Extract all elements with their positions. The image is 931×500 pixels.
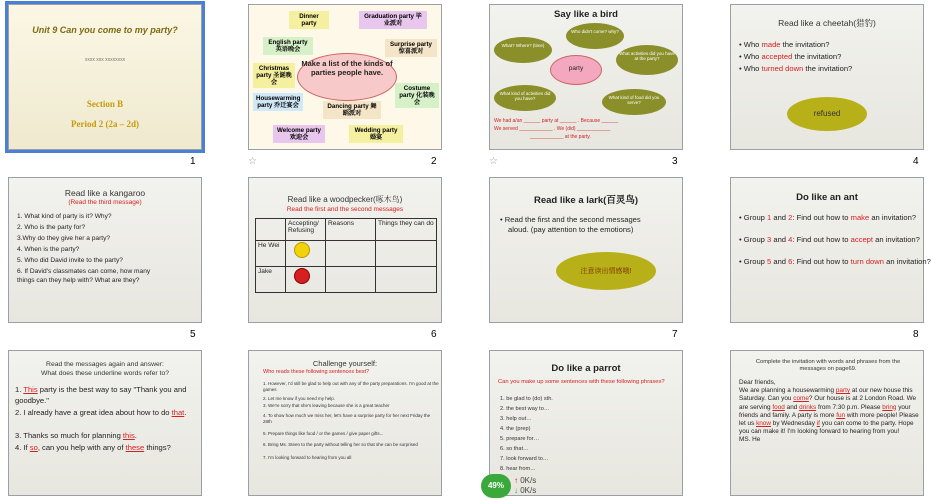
fill-line: We served ____________ . We (did) ____________ [494,126,611,132]
slide-title: Do like a parrot [551,363,621,374]
table-cell [376,241,437,267]
invitation-letter: Dear friends, We are planning a housewarming party at our new house this Saturday. Can you come? Our house is at 2 London Road. We are serving food and drinks from 7:30 p.m. Please bring your friends and family. A party is more fun with more people! Please let us know by Wednesday if you can come to the party. Hope you can make it! I'm looking forward to hearing from you! MS. He [739,379,919,444]
table-header [256,219,286,241]
slide-title: Say like a bird [554,9,618,20]
slide-title: Read the messages again and answer: [46,361,164,368]
party-label: Housewarming party 乔迁宴会 [253,93,303,111]
slide-number: 3 [672,156,678,167]
slide-subtitle: Who reads these following sentences best? [263,369,370,375]
sentence: 6. Bring Ms. Steen to the party without telling her so that she can be surprised [263,442,418,447]
reading-table [255,218,437,293]
question: 6. If David's classmates can come, how many [17,268,151,275]
party-label: Costume party 化装晚会 [395,83,439,108]
sentence: 7. I'm looking forward to hearing from you all [263,455,352,460]
table-cell [326,267,376,293]
slide-thumbnail-8[interactable] [730,177,931,323]
question: 5. Who did David invite to the party? [17,257,123,264]
slide-subtitle: Read the first and the second messages [286,206,404,213]
slide-title: Read like a kangaroo [64,188,146,198]
slide-thumbnail-3[interactable] [489,4,683,150]
slide-thumbnail-1[interactable] [8,4,202,150]
slide-thumbnail-4[interactable] [730,4,924,150]
bullet-item: • Who turned down the invitation? [739,64,853,73]
bubble-text: What? Where? (time) [501,43,545,48]
sentence: 5. Prepare things like food / or the games / give paper gifts... [263,431,384,436]
bullet-item: • Read the first and the second messages [500,215,641,224]
bubble-text: What kind of activities did you have? [499,91,551,101]
bubble [494,37,552,63]
table-header: Things they can do [376,219,437,241]
slide-thumbnail-7[interactable] [489,177,683,323]
slide-thumbnail-9[interactable] [8,350,202,496]
star-icon[interactable]: ☆ [489,156,498,167]
phrase: 4. the (prep) [500,426,531,432]
party-label: Graduation party 毕业派对 [359,11,427,29]
row-label: Jake [256,267,286,293]
slide-number: 4 [913,156,919,167]
party-label: Wedding party 婚宴 [349,125,403,143]
bubble-text: What activities did you have at the party? [619,51,675,61]
question: 1. What kind of party is it? Why? [17,213,112,220]
question: 3.Why do they give her a party? [17,235,111,242]
fill-line: ____________ at the party. [530,134,591,140]
section-label: Section B [86,99,124,109]
question: 4. When is the party? [17,246,80,253]
slide-thumbnail-10[interactable] [248,350,442,496]
center-text: party [568,65,584,72]
table-cell [326,241,376,267]
bubble-text: 注意读出情感哦! [580,268,632,275]
slide-number: 1 [190,156,196,167]
slide-title: Complete the invitation with words and phrases from the messages on page69. [755,359,901,372]
sentence: 4. To show how much we miss her, let's have a surprise party for her next Friday the 28th [263,413,431,424]
party-label: Dinner party [289,11,329,29]
party-label: Welcome party 欢迎会 [273,125,325,143]
sentence: 1. However, I'd still be glad to help out with any of the party preparations. I'm good at the games [263,381,439,392]
party-label: Christmas party 圣诞晚会 [253,63,295,88]
download-speed: ↓ 0K/s [514,486,537,495]
happy-face-icon [294,242,310,258]
bullet-item: • Who accepted the invitation? [739,52,842,61]
phrase: 7. look forward to… [500,456,549,462]
party-label: Surprise party 惊喜派对 [385,39,437,57]
sentence: 2. Let me know if you need my help. [263,396,336,401]
bullet-item: • Group 1 and 2: Find out how to make an invitation? [739,213,917,222]
slide-subtitle: xxxx xxx xxxxxxxx [84,57,126,63]
slide-thumbnail-11[interactable] [489,350,683,496]
table-cell [286,267,326,293]
bullet-item: • Group 5 and 6: Find out how to turn down an invitation? [739,257,931,266]
slide-title: Read like a woodpecker(啄木鸟) [287,195,403,204]
slide-subtitle: What does these underline words refer to? [40,370,170,377]
network-percent-badge[interactable]: 49% [481,474,511,498]
slide-number: 6 [431,329,437,340]
bullet-item: 3. Thanks so much for planning this. [15,431,137,440]
phrase: 1. be glad to (do) sth. [500,396,553,402]
slide-subtitle: Can you make up some sentences with these following phrases? [498,379,665,385]
bullet-item: • Who made the invitation? [739,40,830,49]
bullet-item: • Group 3 and 4: Find out how to accept an invitation? [739,235,920,244]
sentence: 3. We're sorry that she's leaving because she is a great teacher [263,403,390,408]
question: 2. Who is the party for? [17,224,86,231]
slide-thumbnail-6[interactable] [248,177,442,323]
period-label: Period 2 (2a – 2d) [71,119,139,129]
table-header: Reasons [326,219,376,241]
slide-number: 5 [190,329,196,340]
slide-title: Challenge yourself: [312,359,378,368]
bullet-item: 2. I already have a great idea about how to do that. [15,408,187,417]
phrase: 6. so that… [500,446,529,452]
party-label: English party 英语晚会 [263,37,313,55]
slide-title: Do like an ant [796,192,858,203]
network-speed [514,476,536,496]
fill-line: We had a/an ______ party at ______ . Because ______ [494,118,619,124]
phrase: 3. help out… [500,416,532,422]
bullet-item: 1. This party is the best way to say "Thank you and goodbye." [15,385,187,405]
slide-subtitle: (Read the third message) [68,199,142,206]
upload-speed: ↑ 0K/s [514,476,537,485]
phrase: 2. the best way to… [500,406,550,412]
center-text: Make a list of the kinds of parties people have. [301,59,393,77]
slide-number: 8 [913,329,919,340]
table-header: Accepting/ Refusing [286,219,326,241]
bubble-text: refused [813,109,841,118]
slide-number: 7 [672,329,678,340]
question: things can they help with? What are they? [17,277,140,284]
bullet-item: aloud. (pay attention to the emotions) [508,225,634,234]
bullet-item: 4. If so, can you help with any of these things? [15,443,171,452]
phrase: 5. prepare for… [500,436,540,442]
slide-thumbnail-2[interactable] [248,4,442,150]
party-label: Dancing party 舞蹈派对 [323,101,381,119]
slide-number: 2 [431,156,437,167]
slide-title: Read like a lark(百灵鸟) [533,195,638,206]
bubble [566,23,624,49]
row-label: He Wei [256,241,286,267]
table-cell [376,267,437,293]
table-cell [286,241,326,267]
slide-thumbnail-5[interactable] [8,177,202,323]
slide-title: Read like a cheetah(猎豹) [778,18,876,28]
star-icon[interactable]: ☆ [248,156,257,167]
bubble-text: Who didn't come? why? [571,29,619,34]
slide-thumbnail-12[interactable] [730,350,924,496]
sad-face-icon [294,268,310,284]
phrase: 8. hear from… [500,466,536,472]
slide-title: Unit 9 Can you come to my party? [32,25,178,35]
bubble-text: What kind of food did you serve? [608,95,660,105]
